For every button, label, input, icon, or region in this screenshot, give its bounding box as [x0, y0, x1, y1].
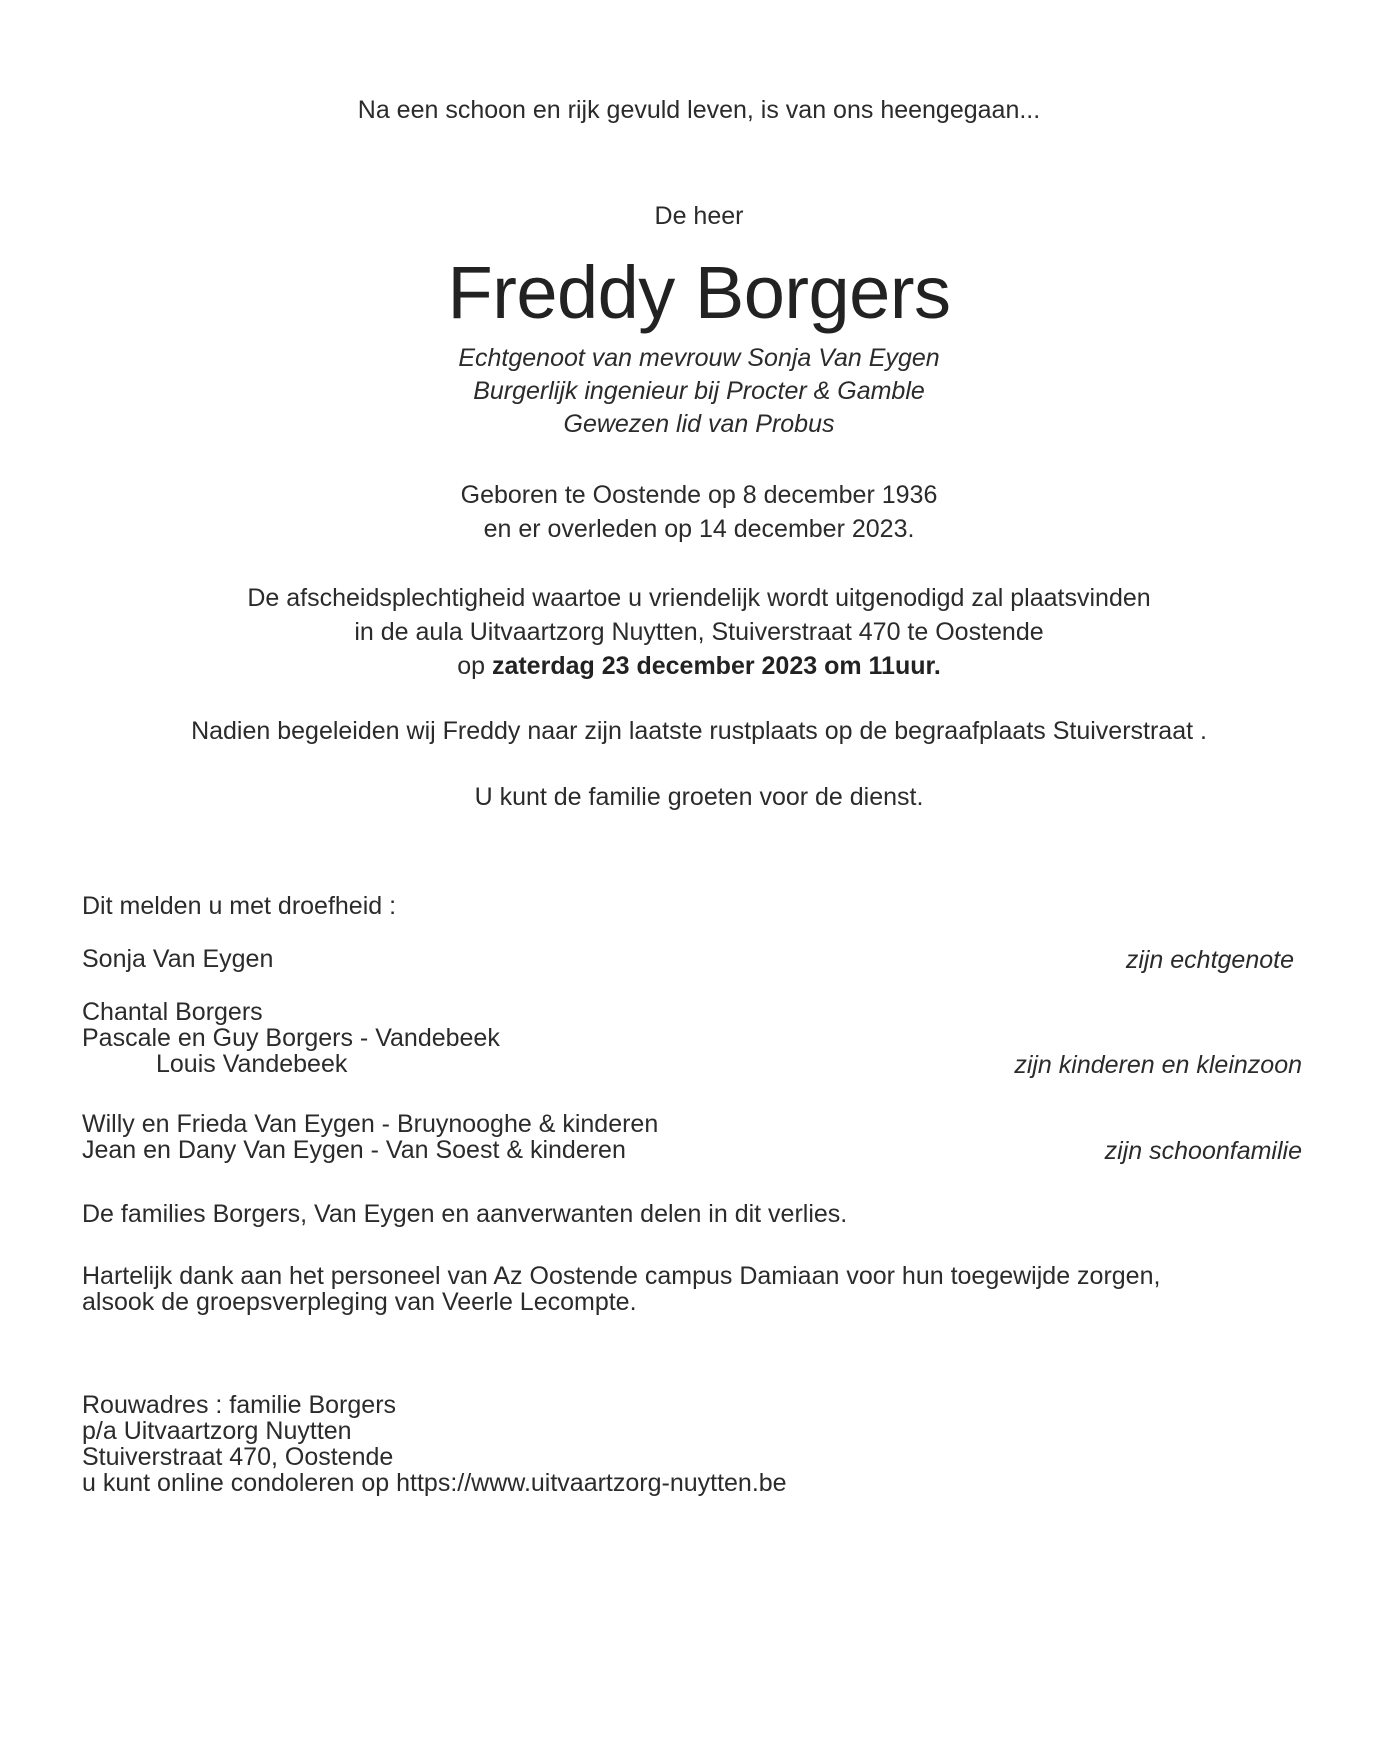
in-laws-block	[82, 1111, 658, 1163]
intro-line: Na een schoon en rijk gevuld leven, is van ons heengegaan...	[357, 96, 1041, 124]
grandchild-name: Louis Vandebeek	[156, 1050, 348, 1078]
title-prefix: De heer	[654, 202, 744, 230]
subtitles	[0, 342, 1398, 441]
subtitle-spouse: Echtgenoot van mevrouw Sonja Van Eygen	[458, 344, 940, 372]
birth-line: Geboren te Oostende op 8 december 1936	[460, 481, 938, 509]
thanks-block	[82, 1263, 1160, 1315]
address-block	[82, 1392, 787, 1496]
children-block	[82, 999, 500, 1077]
announcement-intro: Dit melden u met droefheid :	[82, 892, 397, 920]
burial-line: Nadien begeleiden wij Freddy naar zijn laatste rustplaats op de begraafplaats Stuiverstraat .	[191, 717, 1207, 745]
families-note: De families Borgers, Van Eygen en aanverwanten delen in dit verlies.	[82, 1200, 848, 1228]
in-law-name: Willy en Frieda Van Eygen - Bruynooghe & kinderen	[82, 1110, 659, 1138]
address-line: p/a Uitvaartzorg Nuytten	[82, 1417, 352, 1445]
address-line: Stuiverstraat 470, Oostende	[82, 1443, 394, 1471]
subtitle-membership: Gewezen lid van Probus	[563, 410, 835, 438]
thanks-line: Hartelijk dank aan het personeel van Az Oostende campus Damiaan voor hun toegewijde zorgen,	[82, 1262, 1161, 1290]
address-line: Rouwadres : familie Borgers	[82, 1391, 397, 1419]
death-line: en er overleden op 14 december 2023.	[483, 515, 915, 543]
ceremony-line-1: De afscheidsplechtigheid waartoe u vriendelijk wordt uitgenodigd zal plaatsvinden	[247, 584, 1151, 612]
condolence-link[interactable]: u kunt online condoleren op https://www.uitvaartzorg-nuytten.be	[82, 1469, 787, 1497]
spouse-name: Sonja Van Eygen	[82, 945, 274, 973]
greeting-line: U kunt de familie groeten voor de dienst.	[474, 783, 924, 811]
ceremony-date: zaterdag 23 december 2023 om 11uur.	[491, 652, 941, 680]
ceremony-line-2: in de aula Uitvaartzorg Nuytten, Stuiverstraat 470 te Oostende	[354, 618, 1044, 646]
child-name: Pascale en Guy Borgers - Vandebeek	[82, 1024, 500, 1052]
in-law-name: Jean en Dany Van Eygen - Van Soest & kinderen	[82, 1136, 626, 1164]
ceremony-info	[0, 581, 1398, 683]
in-laws-relation: zijn schoonfamilie	[1104, 1137, 1302, 1165]
subtitle-profession: Burgerlijk ingenieur bij Procter & Gamble	[473, 377, 925, 405]
ceremony-date-prefix: op	[457, 652, 492, 680]
children-relation: zijn kinderen en kleinzoon	[1014, 1051, 1302, 1079]
deceased-name: Freddy Borgers	[447, 251, 951, 334]
ceremony-line-3	[0, 649, 1398, 683]
thanks-line: alsook de groepsverpleging van Veerle Lecompte.	[82, 1288, 637, 1316]
life-dates	[0, 478, 1398, 546]
spouse-relation: zijn echtgenote	[1125, 946, 1294, 974]
child-name: Chantal Borgers	[82, 998, 263, 1026]
spouse-block	[82, 946, 273, 972]
